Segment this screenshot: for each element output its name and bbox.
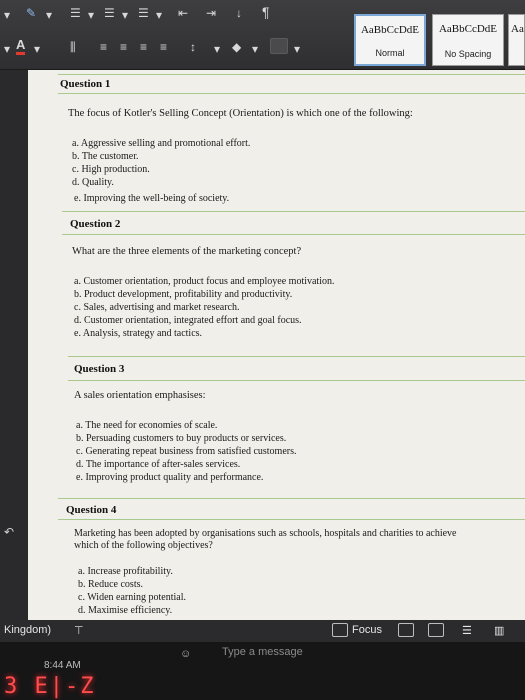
decrease-indent-icon[interactable]: ⇤: [178, 6, 189, 20]
dropdown-arrow-icon[interactable]: ▾: [294, 42, 301, 56]
pilcrow-icon[interactable]: ¶: [262, 4, 270, 20]
divider: [62, 211, 525, 212]
question-heading: Question 4: [66, 504, 117, 516]
align-right-icon[interactable]: ≡: [140, 40, 148, 54]
divider: [68, 380, 525, 381]
message-input[interactable]: Type a message: [222, 646, 303, 658]
proofing-icon[interactable]: ⊤: [74, 625, 84, 637]
column-layout-icon[interactable]: ⫼: [70, 40, 76, 54]
style-sample: AaBbCcDdE: [438, 23, 498, 35]
question-heading: Question 1: [60, 78, 111, 90]
document-page[interactable]: [28, 70, 525, 620]
answer-option[interactable]: e. Improving product quality and performance.: [76, 472, 264, 483]
font-color-button[interactable]: A: [16, 38, 25, 55]
style-no-spacing[interactable]: [432, 14, 504, 66]
left-margin: [0, 70, 28, 620]
shading-icon[interactable]: ◆: [232, 40, 242, 54]
answer-option[interactable]: b. Reduce costs.: [78, 579, 143, 590]
answer-option[interactable]: a. Aggressive selling and promotional effort.: [72, 138, 251, 149]
answer-option[interactable]: e. Analysis, strategy and tactics.: [74, 328, 203, 339]
style-heading[interactable]: [508, 14, 525, 66]
emoji-icon[interactable]: ☺: [180, 648, 192, 660]
align-left-icon[interactable]: ≡: [100, 40, 108, 54]
divider: [58, 519, 525, 520]
answer-option[interactable]: a. The need for economies of scale.: [76, 420, 218, 431]
bullets-icon[interactable]: ☰: [70, 6, 81, 20]
multilevel-list-icon[interactable]: ☰: [138, 6, 149, 20]
divider: [58, 498, 525, 499]
increase-indent-icon[interactable]: ⇥: [206, 6, 217, 20]
timestamp: 8:44 AM: [44, 660, 81, 671]
status-language[interactable]: Kingdom): [4, 624, 52, 636]
answer-option[interactable]: b. The customer.: [72, 151, 139, 162]
question-heading: Question 2: [70, 218, 121, 230]
draft-view-icon[interactable]: ▥: [494, 625, 505, 637]
answer-option[interactable]: c. Sales, advertising and market research.: [74, 302, 240, 313]
cursor-mark-icon: ↶: [4, 525, 15, 539]
style-normal[interactable]: [354, 14, 426, 66]
borders-icon[interactable]: [270, 38, 288, 54]
answer-option[interactable]: d. The importance of after-sales services.: [76, 459, 241, 470]
dropdown-arrow-icon[interactable]: ▾: [4, 8, 11, 22]
web-layout-icon[interactable]: [428, 623, 444, 637]
dropdown-arrow-icon[interactable]: ▾: [4, 42, 11, 56]
focus-icon[interactable]: [332, 623, 348, 637]
divider: [62, 234, 525, 235]
answer-option[interactable]: d. Quality.: [72, 177, 114, 188]
question-text: The focus of Kotler's Selling Concept (Orientation) is which one of the following:: [68, 108, 413, 119]
highlight-pen-icon[interactable]: ✎: [26, 6, 37, 20]
answer-option[interactable]: b. Persuading customers to buy products or services.: [76, 433, 287, 444]
outline-view-icon[interactable]: ☰: [462, 625, 472, 637]
justify-icon[interactable]: ≡: [160, 40, 168, 54]
dropdown-arrow-icon[interactable]: ▾: [214, 42, 221, 56]
neon-sign: 3 E|-Z: [4, 674, 96, 699]
sort-icon[interactable]: ↓: [236, 6, 242, 20]
word-ribbon: [0, 0, 525, 70]
style-name: Normal: [375, 48, 405, 58]
divider: [58, 93, 525, 94]
dropdown-arrow-icon[interactable]: ▾: [88, 8, 95, 22]
numbering-icon[interactable]: ☰: [104, 6, 115, 20]
align-center-icon[interactable]: ≡: [120, 40, 128, 54]
answer-option[interactable]: d. Maximise efficiency.: [78, 605, 173, 616]
dropdown-arrow-icon[interactable]: ▾: [156, 8, 163, 22]
answer-option[interactable]: c. High production.: [72, 164, 150, 175]
divider: [58, 74, 525, 75]
answer-option[interactable]: b. Product development, profitability and productivity.: [74, 289, 293, 300]
answer-option[interactable]: a. Customer orientation, product focus and employee motivation.: [74, 276, 335, 287]
answer-option[interactable]: c. Widen earning potential.: [78, 592, 186, 603]
answer-option[interactable]: a. Increase profitability.: [78, 566, 173, 577]
question-heading: Question 3: [74, 363, 125, 375]
question-text: Marketing has been adopted by organisations such as schools, hospitals and charities to achieve which of the following objectives?: [74, 528, 457, 551]
dropdown-arrow-icon[interactable]: ▾: [34, 42, 41, 56]
question-text: What are the three elements of the marketing concept?: [72, 246, 302, 257]
line-spacing-icon[interactable]: ↕: [190, 40, 196, 54]
style-sample: AaBbCcDdE: [360, 24, 420, 36]
focus-button[interactable]: Focus: [352, 624, 382, 636]
style-name: No Spacing: [444, 49, 492, 59]
dropdown-arrow-icon[interactable]: ▾: [252, 42, 259, 56]
answer-option[interactable]: c. Generating repeat business from satisfied customers.: [76, 446, 297, 457]
bottom-area: [0, 620, 525, 700]
style-sample: Aa: [511, 23, 524, 35]
status-bar: [0, 620, 525, 642]
print-layout-icon[interactable]: [398, 623, 414, 637]
answer-option[interactable]: d. Customer orientation, integrated effort and goal focus.: [74, 315, 302, 326]
dropdown-arrow-icon[interactable]: ▾: [46, 8, 53, 22]
question-text: A sales orientation emphasises:: [74, 390, 206, 401]
answer-option[interactable]: e. Improving the well-being of society.: [74, 193, 230, 204]
dropdown-arrow-icon[interactable]: ▾: [122, 8, 129, 22]
divider: [68, 356, 525, 357]
